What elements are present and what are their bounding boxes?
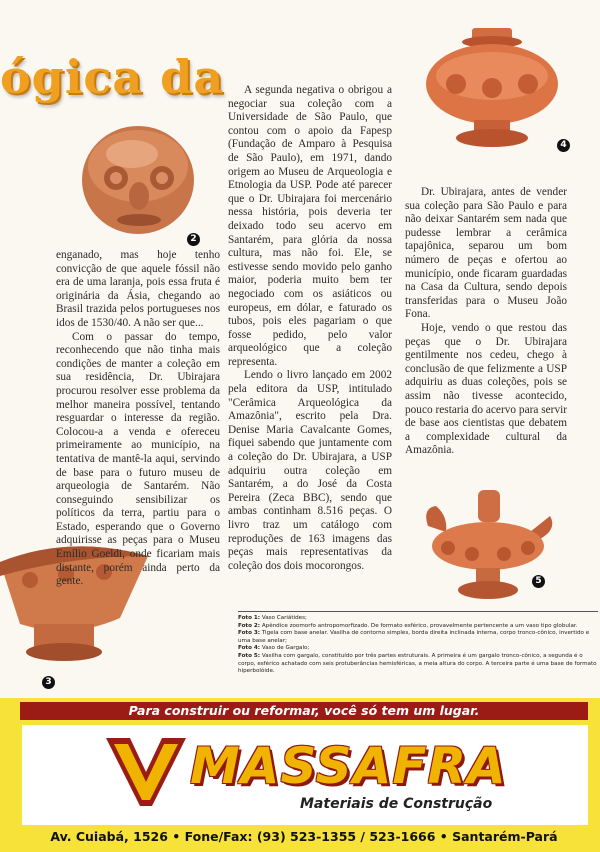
ad-address: Av. Cuiabá, 1526 • Fone/Fax: (93) 523-1355 / 523-1666 • Santarém-Pará [50,829,558,844]
photo-2-ceramic-head [74,120,200,238]
caption-line: Foto 3: Tigela com base anelar. Vasilha de contorno simples, borda direita inclinada interna, corpo tronco-cônico, invertido e uma base anelar; [238,630,590,644]
column-left [56,249,220,589]
paragraph: Dr. Ubirajara, antes de vender sua coleção para São Paulo e para não deixar Santarém sem nada que pudesse lembrar a cerâmica tapajônica, separou um bom número de peças e ofertou ao município, onde ficaram guardadas na Casa da Cultura, sendo depois transferidas para o Museu João Fona. [405,186,567,321]
photo-captions [238,611,598,676]
photo-number-4: 4 [557,139,570,152]
paragraph: enganado, mas hoje tenho convicção de que aquele fóssil não era de uma laranja, pois essa fruta é originária da Ásia, chegando ao Brasil trazida pelos portugueses nos idos de 1530/40. A não ser que... [56,249,220,329]
paragraph: Lendo o livro lançado em 2002 pela editora da USP, intitulado "Cerâmica Arqueológica da Amazônia", escrito pela Dra. Denise Maria Cavalcante Gomes, fiquei sabendo que juntamente com a coleção do Dr. Ubirajara, a USP adquiriu outra coleção em Santarém, a do José da Costa Pereira (Zeca BBC), sendo que ambas continham 8.516 peças. O livro traz um catálogo com reproduções de 163 imagens das peças mais representativas da coleção dos dois mocorongos. [228,369,392,572]
photo-number-2: 2 [187,233,200,246]
caption-line: Foto 4: Vaso de Gargalo; [238,645,310,652]
caption-line: Foto 5: Vasilha com gargalo, constituído por três partes estruturais. A primeira é um gargalo tronco-cônico, a segunda é o corpo, esférico achatado com seis protuberâncias hemisféricas, a meia altura do corpo. A terceira parte é uma base de formato hiperbolóide. [238,652,597,675]
article-title: ógica da [0,50,225,104]
photo-4-gargalo-vase [420,26,560,150]
brand-logo-icon [100,732,190,812]
caption-line: Foto 1: Vaso Cariátides; [238,615,307,621]
brand-tagline: Materiais de Construção [300,796,493,812]
column-middle [228,84,392,573]
paragraph: A segunda negativa o obrigou a negociar sua coleção com a Universidade de São Paulo, que contou com o apoio da Fapesp (Fundação de Amparo à Pesquisa de São Paulo), em 1971, dando origem ao Museu de Arqueologia e Etnologia da USP. Pode até parecer que o Dr. Ubirajara foi mercenário nessa história, pois deveria ter deixado todo seu acervo em Santarém, para glória da nossa cultura, mas não foi. Ele, se estivesse sendo movido pelo ganho maior, poderia muito bem ter negociado com os asiáticos ou europeus, em dólar, e faturado os tubos, pois eles pagariam o que fosse pedido, pelo valor arqueológico que a coleção representa. [228,84,392,368]
photo-number-3: 3 [42,676,55,689]
ad-slogan-banner: Para construir ou reformar, você só tem um lugar. [20,702,588,720]
paragraph: Com o passar do tempo, reconhecendo que não tinha mais condições de manter a coleção em sua residência, Dr. Ubirajara procurou resolver esse problema da melhor maneira possível, tentando resguardar o interesse da região. Colocou-a a venda e ofereceu primeiramente ao município, na tentativa de mantê-la aqui, servindo de base para o futuro museu de arqueologia de Santarém. Não conseguindo sensibilizar os políticos da terra, partiu para o Estado, esperando que o Governo adquirisse as peças para o Museu Emílio Goeldi, onde ficariam mais distante, porém ainda perto da gente. [56,330,220,588]
caption-line: Foto 2: Apêndice zoomorfo antropomorfizado. De formato esférico, provavelmente pertencente a um vaso tipo globular. [238,622,578,629]
photo-number-5: 5 [532,575,545,588]
brand-name: MASSAFRA [190,737,507,795]
column-right [405,186,567,458]
paragraph: Hoje, vendo o que restou das peças que o Dr. Ubirajara gentilmente nos cedeu, chego à conclusão de que felizmente a USP adquiriu as duas coleções, pois se assim não tivesse acontecido, pouco restaria do acervo para servir de base aos cientistas que debatem a complexidade cultural da Amazônia. [405,321,567,457]
